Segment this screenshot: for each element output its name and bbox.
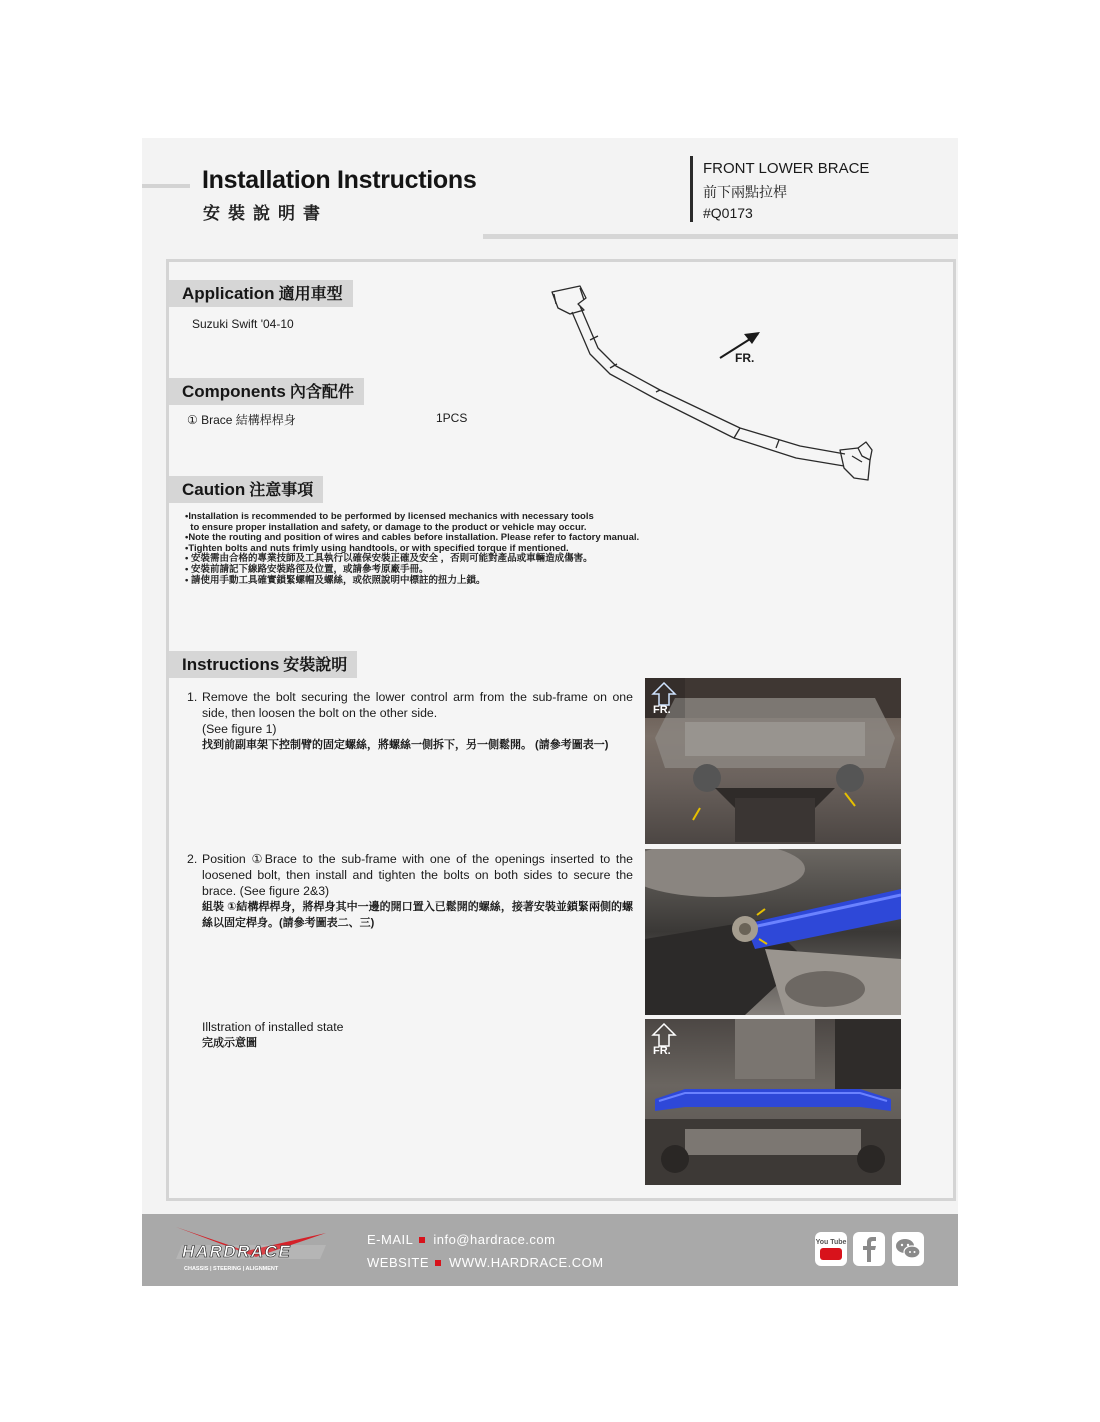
- step-text-zh: 組裝 ①結構桿桿身，將桿身其中一邊的開口置入已鬆開的螺絲，接著安裝並鎖緊兩側的螺絲以固定桿身。(請參考圖表二、三): [202, 901, 633, 929]
- page-title: Installation Instructions: [202, 166, 477, 194]
- brand-tagline: CHASSIS | STEERING | ALIGNMENT: [184, 1266, 279, 1272]
- email-link[interactable]: info@hardrace.com: [433, 1232, 556, 1247]
- components-heading-zh: 內含配件: [289, 382, 354, 401]
- header-rule-left: [142, 184, 190, 188]
- part-number: #Q0173: [703, 205, 753, 221]
- figure-1-fr-label: FR.: [653, 704, 671, 716]
- caution-heading-en: Caution: [182, 480, 246, 499]
- figure-3-fr-label: FR.: [653, 1045, 671, 1057]
- step-text-zh: 找到前副車架下控制臂的固定螺絲，將螺絲一側拆下，另一側鬆開。 (請參考圖表一): [202, 739, 609, 751]
- step-text: Remove the bolt securing the lower control arm from the sub-frame on one side, then loosen the bolt on the other side.: [202, 690, 633, 720]
- illustration-label-zh: 完成示意圖: [202, 1037, 257, 1049]
- figure-1-photo: [645, 678, 901, 844]
- wechat-icon[interactable]: [892, 1232, 924, 1266]
- component-name: ① Brace 結構桿桿身: [187, 413, 296, 427]
- instructions-heading: [169, 651, 357, 678]
- direction-label: FR.: [735, 351, 755, 365]
- vehicle-application: Suzuki Swift '04-10: [192, 317, 294, 331]
- caution-line: to ensure proper installation and safety, or damage to the product or vehicle may occur.: [185, 521, 587, 533]
- figure-3-photo: [645, 1019, 901, 1185]
- website-label: WEBSITE: [367, 1255, 430, 1270]
- product-name-zh: 前下兩點拉桿: [703, 184, 787, 200]
- step-number: 1.: [187, 690, 198, 704]
- brace-diagram: [540, 280, 890, 500]
- facebook-icon[interactable]: [853, 1232, 885, 1266]
- caution-line: • 請使用手動工具確實鎖緊螺帽及螺絲，或依照說明中標註的扭力上鎖。: [185, 574, 486, 586]
- components-heading-en: Components: [182, 382, 286, 401]
- application-heading-en: Application: [182, 284, 275, 303]
- caution-line: • 安裝前請記下線路安裝路徑及位置，或請參考原廠手冊。: [185, 563, 429, 575]
- application-heading-zh: 適用車型: [278, 284, 343, 303]
- step-1: [187, 689, 633, 753]
- figure-2-photo: [645, 849, 901, 1015]
- application-heading: [169, 280, 353, 307]
- page-title-zh: 安裝說明書: [203, 204, 328, 224]
- instructions-heading-zh: 安裝說明: [283, 655, 348, 674]
- youtube-icon[interactable]: [815, 1232, 847, 1266]
- hardrace-logo[interactable]: [176, 1223, 336, 1275]
- header-rule-right: [483, 234, 958, 239]
- caution-line: •Installation is recommended to be performed by licensed mechanics with necessary tools: [185, 511, 594, 522]
- caution-line: •Note the routing and position of wires and cables before installation. Please refer to factory manual.: [185, 532, 640, 544]
- step-ref: (See figure 1): [202, 722, 277, 736]
- header-divider: [690, 156, 693, 222]
- caution-line: • 安裝需由合格的專業技師及工具執行以確保安裝正確及安全 ，否則可能對產品或車輛造成傷害。: [185, 553, 593, 565]
- product-name: FRONT LOWER BRACE: [703, 160, 870, 177]
- website-link[interactable]: WWW.HARDRACE.COM: [449, 1255, 604, 1270]
- bullet-square: [419, 1237, 425, 1243]
- caution-heading-zh: 注意事項: [249, 480, 314, 499]
- component-qty: 1PCS: [436, 411, 468, 425]
- caution-heading: [169, 476, 323, 503]
- caution-list: [185, 512, 639, 586]
- step-number: 2.: [187, 852, 198, 866]
- illustration-label: Illstration of installed state: [202, 1020, 344, 1034]
- bullet-square: [435, 1260, 441, 1266]
- youtube-text: You Tube: [815, 1239, 847, 1246]
- step-2: [187, 851, 633, 931]
- email-label: E-MAIL: [367, 1232, 414, 1247]
- instructions-heading-en: Instructions: [182, 655, 280, 674]
- footer-website: [367, 1255, 604, 1270]
- brand-name: HARDRACE: [182, 1242, 292, 1261]
- illustration-caption: [202, 1019, 502, 1051]
- footer-email: [367, 1232, 555, 1247]
- step-text: Position ①Brace to the sub-frame with one of the openings inserted to the loosened bolt, then install and tighten the bolts on both sides to secure the brace. (See figure 2&3): [202, 852, 633, 898]
- caution-line: •Tighten bolts and nuts frimly using handtools, or with specified torque if mentioned.: [185, 542, 569, 554]
- components-heading: [169, 378, 364, 405]
